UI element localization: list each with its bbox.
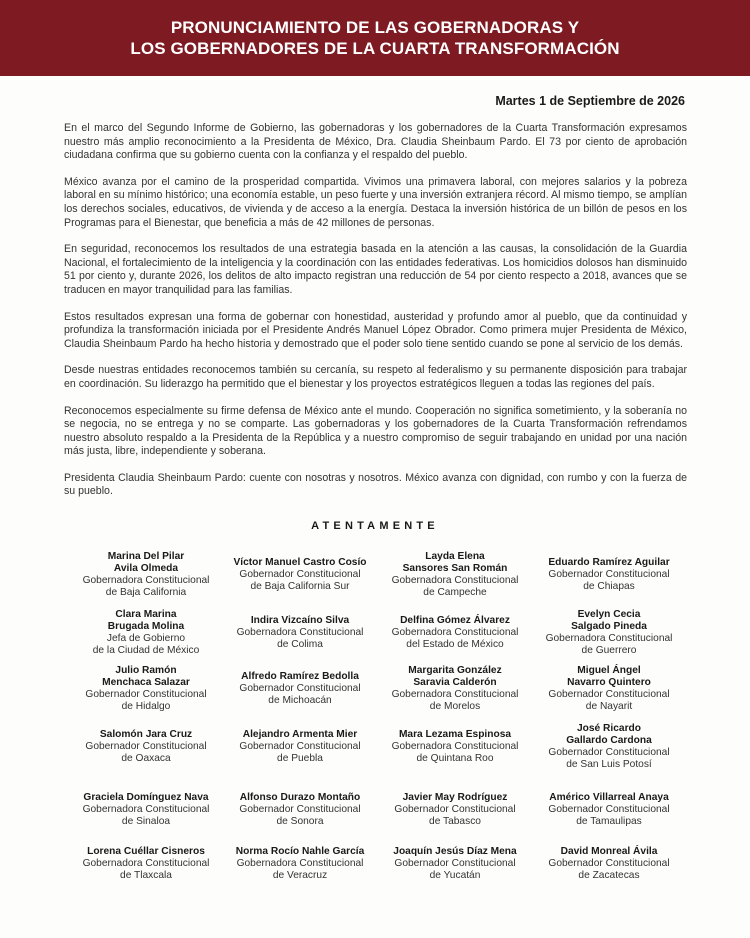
signatory-role: de Sonora: [276, 816, 324, 827]
signatory-name: Sansores San Román: [402, 563, 508, 574]
title-line-2: LOS GOBERNADORES DE LA CUARTA TRANSFORMACIÓN: [130, 39, 620, 58]
signatory: [370, 729, 540, 765]
signatory-role: Gobernadora Constitucional: [82, 804, 210, 815]
signatory-role: Gobernadora Constitucional: [236, 858, 364, 869]
signatory-role: de Zacatecas: [578, 870, 640, 881]
signatory-name: Lorena Cuéllar Cisneros: [87, 846, 205, 857]
signatory-name: Miguel Ángel: [577, 665, 641, 676]
document-date: Martes 1 de Septiembre de 2026: [495, 94, 685, 108]
paragraph: Desde nuestras entidades reconocemos también su cercanía, su respeto al federalismo y su permanente disposición para trabajar en coordinación. Su liderazgo ha permitido que el bienestar y los proyectos estratégicos lleguen a todas las regiones del país.: [64, 364, 687, 390]
signatory-name: Alejandro Armenta Mier: [242, 729, 358, 740]
signatory: [524, 792, 694, 828]
signatory-role: de la Ciudad de México: [92, 645, 200, 656]
signatory: [524, 609, 694, 657]
signatory-name: Saravia Calderón: [413, 677, 497, 688]
signatory-role: Gobernadora Constitucional: [391, 575, 519, 586]
signatory-role: de Chiapas: [583, 581, 635, 592]
signatory-role: Gobernador Constitucional: [394, 804, 516, 815]
paragraph: Estos resultados expresan una forma de gobernar con honestidad, austeridad y profundo amor al pueblo, que da continuidad y profundiza la transformación iniciada por el Presidente Andrés Manuel López Obrador. Como primera mujer Presidenta de México, Claudia Sheinbaum Pardo ha hecho historia y demostrado que el poder solo tiene sentido cuando se pone al servicio de los demás.: [64, 310, 687, 350]
signatory-role: Gobernadora Constitucional: [545, 633, 673, 644]
signatory-role: de Sinaloa: [121, 816, 171, 827]
signatory-name: Alfonso Durazo Montaño: [239, 792, 361, 803]
signatory-name: Javier May Rodríguez: [402, 792, 508, 803]
signatory-role: Jefa de Gobierno: [106, 633, 186, 644]
signatory-role: Gobernador Constitucional: [85, 741, 207, 752]
signatory-name: Indira Vizcaíno Silva: [250, 615, 350, 626]
signatory: [524, 723, 694, 771]
signatory-role: de Campeche: [423, 587, 487, 598]
signatory: [61, 609, 231, 657]
signatory: [370, 846, 540, 882]
signatory-role: Gobernadora Constitucional: [391, 627, 519, 638]
signatory: [524, 846, 694, 882]
signatory: [215, 615, 385, 651]
signatory: [215, 671, 385, 707]
signatory-role: Gobernador Constitucional: [394, 858, 516, 869]
signatory: [215, 846, 385, 882]
signatory-name: Gallardo Cardona: [566, 735, 652, 746]
signatory: [524, 665, 694, 713]
paragraph: En seguridad, reconocemos los resultados de una estrategia basada en la atención a las causas, la consolidación de la Guardia Nacional, el fortalecimiento de la inteligencia y la coordinación con las entidades federativas. Los homicidios dolosos han disminuido 51 por ciento y, durante 2026, los delitos de alto impacto registran una reducción de 54 por ciento respecto a 2018, avances que se traducen en mayor tranquilidad para las familias.: [64, 243, 687, 296]
signatory-role: Gobernador Constitucional: [85, 689, 207, 700]
signatory-name: Evelyn Cecia: [577, 609, 641, 620]
signatory-role: de Baja California Sur: [250, 581, 350, 592]
signatory-role: de Guerrero: [581, 645, 637, 656]
signatory-role: de Veracruz: [272, 870, 328, 881]
signatory-role: de Tamaulipas: [576, 816, 642, 827]
signatory-name: Margarita González: [408, 665, 502, 676]
statement-body: [64, 122, 687, 512]
signatory-name: Avila Olmeda: [113, 563, 179, 574]
signatory-role: de Colima: [277, 639, 323, 650]
title-line-1: PRONUNCIAMIENTO DE LAS GOBERNADORAS Y: [170, 18, 580, 37]
paragraph: Presidenta Claudia Sheinbaum Pardo: cuente con nosotras y nosotros. México avanza con dignidad, con rumbo y con la fuerza de su pueblo.: [64, 471, 687, 498]
signatory-role: de San Luis Potosí: [566, 759, 652, 770]
signatory-role: de Nayarit: [585, 701, 633, 712]
signatory: [370, 665, 540, 713]
signatory: [215, 557, 385, 593]
signatory-role: Gobernador Constitucional: [548, 569, 670, 580]
signatory-name: Américo Villarreal Anaya: [549, 792, 669, 803]
signatory-name: Eduardo Ramírez Aguilar: [548, 557, 670, 568]
signatory-role: de Oaxaca: [121, 753, 171, 764]
signatory: [370, 792, 540, 828]
signatory-role: de Quintana Roo: [416, 753, 494, 764]
signatory-role: Gobernador Constitucional: [548, 747, 670, 758]
signatory-role: Gobernador Constitucional: [548, 689, 670, 700]
signatory-name: Víctor Manuel Castro Cosío: [233, 557, 367, 568]
signatory-name: Norma Rocío Nahle García: [235, 846, 365, 857]
signatory-role: de Tabasco: [429, 816, 481, 827]
paragraph: En el marco del Segundo Informe de Gobierno, las gobernadoras y los gobernadores de la Cuarta Transformación expresamos nuestro más amplio reconocimiento a la Presidenta de México, Dra. Claudia Sheinbaum Pardo. El 73 por ciento de aprobación ciudadana confirma que su gobierno cuenta con la confianza y el respaldo del pueblo.: [64, 122, 687, 162]
signatory-name: Mara Lezama Espinosa: [398, 729, 512, 740]
signatory-role: Gobernador Constitucional: [548, 858, 670, 869]
signatory-role: Gobernador Constitucional: [548, 804, 670, 815]
signatory-name: Joaquín Jesús Díaz Mena: [393, 846, 517, 857]
signatory-name: Graciela Domínguez Nava: [83, 792, 209, 803]
signatory-name: Menchaca Salazar: [102, 677, 190, 688]
signatory: [524, 557, 694, 593]
signatory-name: David Monreal Ávila: [560, 846, 658, 857]
signatory-role: Gobernadora Constitucional: [82, 858, 210, 869]
signatory-role: Gobernador Constitucional: [239, 569, 361, 580]
signatory-name: Navarro Quintero: [567, 677, 651, 688]
signatory-role: Gobernadora Constitucional: [236, 627, 364, 638]
signatory-role: del Estado de México: [406, 639, 504, 650]
header-banner: [0, 0, 750, 76]
signatory-role: Gobernador Constitucional: [239, 741, 361, 752]
signatory-name: Brugada Molina: [107, 621, 185, 632]
signatory: [61, 551, 231, 599]
signatory-name: Layda Elena: [425, 551, 485, 562]
signatory-name: Salomón Jara Cruz: [99, 729, 193, 740]
paragraph: México avanza por el camino de la prosperidad compartida. Vivimos una primavera laboral, con mejores salarios y la pobreza laboral en su mínimo histórico; una economía estable, un peso fuerte y una inversión extranjera récord. Al mismo tiempo, se amplían los derechos sociales, educativos, de vivienda y de acceso a la energía. Destaca la inversión histórica de un billón de pesos en los Programas para el Bienestar, que beneficia a más de 42 millones de personas.: [64, 175, 687, 229]
signatory: [215, 792, 385, 828]
signatory-role: de Morelos: [429, 701, 481, 712]
signatory-name: José Ricardo: [577, 723, 641, 734]
signatory: [61, 846, 231, 882]
signatory-name: Clara Marina: [115, 609, 177, 620]
signatory-role: Gobernadora Constitucional: [391, 741, 519, 752]
signatory: [61, 792, 231, 828]
closing-salutation: ATENTAMENTE: [311, 520, 439, 532]
signatory: [370, 615, 540, 651]
signatory-role: de Michoacán: [268, 695, 332, 706]
signatory: [61, 729, 231, 765]
signatory-name: Marina Del Pilar: [107, 551, 185, 562]
signatory: [370, 551, 540, 599]
signatory-role: Gobernadora Constitucional: [82, 575, 210, 586]
signatory-role: Gobernador Constitucional: [239, 804, 361, 815]
signatory-name: Alfredo Ramírez Bedolla: [241, 671, 359, 682]
signatory-role: Gobernadora Constitucional: [391, 689, 519, 700]
signatory-role: de Hidalgo: [121, 701, 171, 712]
signatory-name: Delfina Gómez Álvarez: [400, 615, 510, 626]
signatory: [61, 665, 231, 713]
signatory-role: de Yucatán: [429, 870, 481, 881]
signatory-name: Salgado Pineda: [571, 621, 647, 632]
signatory-role: de Puebla: [277, 753, 323, 764]
signatory-role: de Baja California: [105, 587, 187, 598]
signatory-role: de Tlaxcala: [120, 870, 172, 881]
paragraph: Reconocemos especialmente su firme defensa de México ante el mundo. Cooperación no significa sometimiento, y la soberanía no se negocia, no se entrega y no se comparte. Las gobernadoras y los gobernadores de la Cuarta Transformación refrendamos nuestro absoluto respaldo a la Presidenta de la República y a nuestro compromiso de seguir trabajando en unidad por una nación más justa, libre, independiente y soberana.: [64, 404, 687, 458]
signatory-role: Gobernador Constitucional: [239, 683, 361, 694]
signatory-name: Julio Ramón: [115, 665, 177, 676]
signatory: [215, 729, 385, 765]
